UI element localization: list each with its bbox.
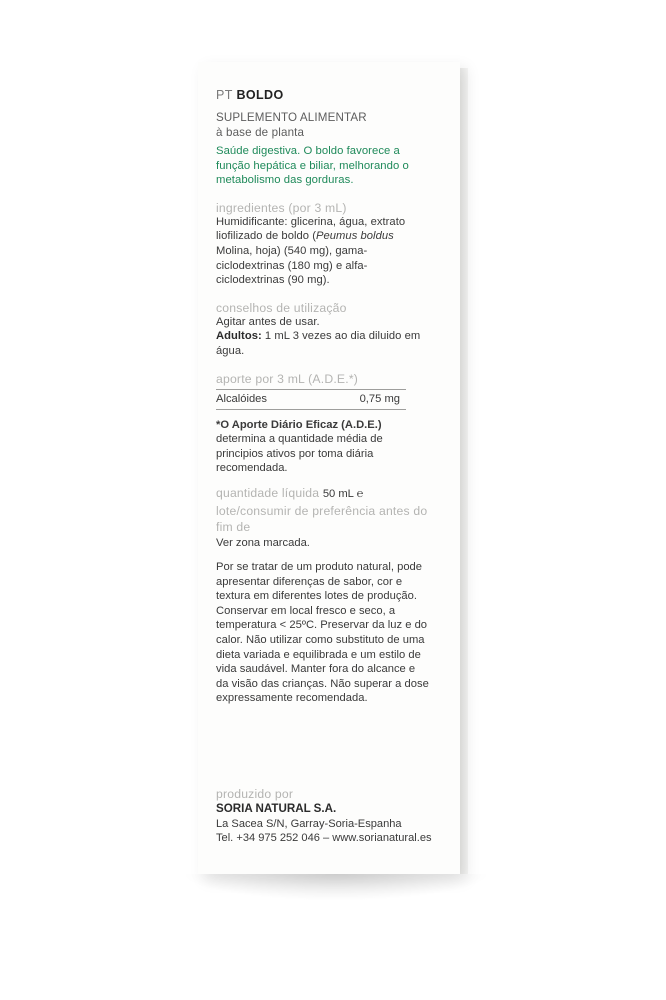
producer-address: La Sacea S/N, Garray-Soria-Espanha xyxy=(216,817,402,830)
table-row xyxy=(216,390,406,410)
ade-footnote xyxy=(216,418,430,476)
language-and-product-title xyxy=(216,88,430,102)
usage-adults-label: Adultos: xyxy=(216,330,262,343)
package-drop-shadow xyxy=(186,874,486,900)
producer-heading: produzido por xyxy=(216,787,294,801)
usage-heading: conselhos de utilização xyxy=(216,300,347,315)
product-package-back-panel xyxy=(198,62,460,874)
ingredients-text-part2: Molina, hoja) (540 mg), gama-ciclodextrinas (180 mg) e alfa-ciclodextrinas (90 mg). xyxy=(216,244,368,287)
usage-adults-line xyxy=(216,329,430,358)
ade-footnote-bold: *O Aporte Diário Eficaz (A.D.E.) xyxy=(216,418,382,431)
net-quantity-label: quantidade líquida xyxy=(216,485,320,500)
nutrient-value: 0,75 mg xyxy=(359,392,400,405)
ingredients-latin-name: Peumus boldus xyxy=(316,230,394,243)
producer-company: SORIA NATURAL S.A. xyxy=(216,802,337,815)
warning-paragraph: Por se tratar de um produto natural, pode apresentar diferenças de sabor, cor e textura em diferentes lotes de produção. Conservar em local fresco e seco, a temperatura < 25ºC. Preservar da luz e do calor. Não utilizar como substituto de uma dieta variada e equilibrada e um estilo de vida saudável. Manter fora do alcance e da visão das crianças. Não superar a dose expressamente recomendada. xyxy=(216,561,429,705)
ade-footnote-text: determina a quantidade média de principios ativos por toma diária recomendada. xyxy=(216,433,383,475)
nutrient-name: Alcalóides xyxy=(216,392,267,405)
health-claim-text: Saúde digestiva. O boldo favorece a função hepática e biliar, melhorando o metabolismo das gorduras. xyxy=(216,145,409,187)
lot-value: Ver zona marcada. xyxy=(216,537,310,550)
usage-adults-text: 1 mL 3 vezes ao dia diluido em água. xyxy=(216,330,421,357)
net-quantity-line xyxy=(216,486,430,503)
language-code: PT xyxy=(216,88,233,102)
subtitle-line-2: à base de planta xyxy=(216,125,305,139)
subtitle-line-1: SUPLEMENTO ALIMENTAR xyxy=(216,111,367,124)
usage-text xyxy=(216,315,430,359)
label-content xyxy=(216,88,430,706)
lot-label: lote/consumir de preferência antes do fim de xyxy=(216,504,428,534)
product-subtitle xyxy=(216,111,430,140)
net-quantity-value: 50 mL ℮ xyxy=(322,487,364,500)
package-side-fold xyxy=(460,68,468,874)
ingredients-text-part1: Humidificante: glicerina, água, extrato liofilizado de boldo ( xyxy=(216,215,406,243)
ingredients-text xyxy=(216,215,430,288)
ingredients-heading: ingredientes (por 3 mL) xyxy=(216,200,347,215)
product-name: BOLDO xyxy=(236,88,284,102)
producer-contact: Tel. +34 975 252 046 – www.sorianatural.es xyxy=(216,831,432,844)
producer-block xyxy=(216,787,436,845)
nutrition-table-heading: aporte por 3 mL (A.D.E.*) xyxy=(216,372,406,390)
usage-line-1: Agitar antes de usar. xyxy=(216,315,320,328)
